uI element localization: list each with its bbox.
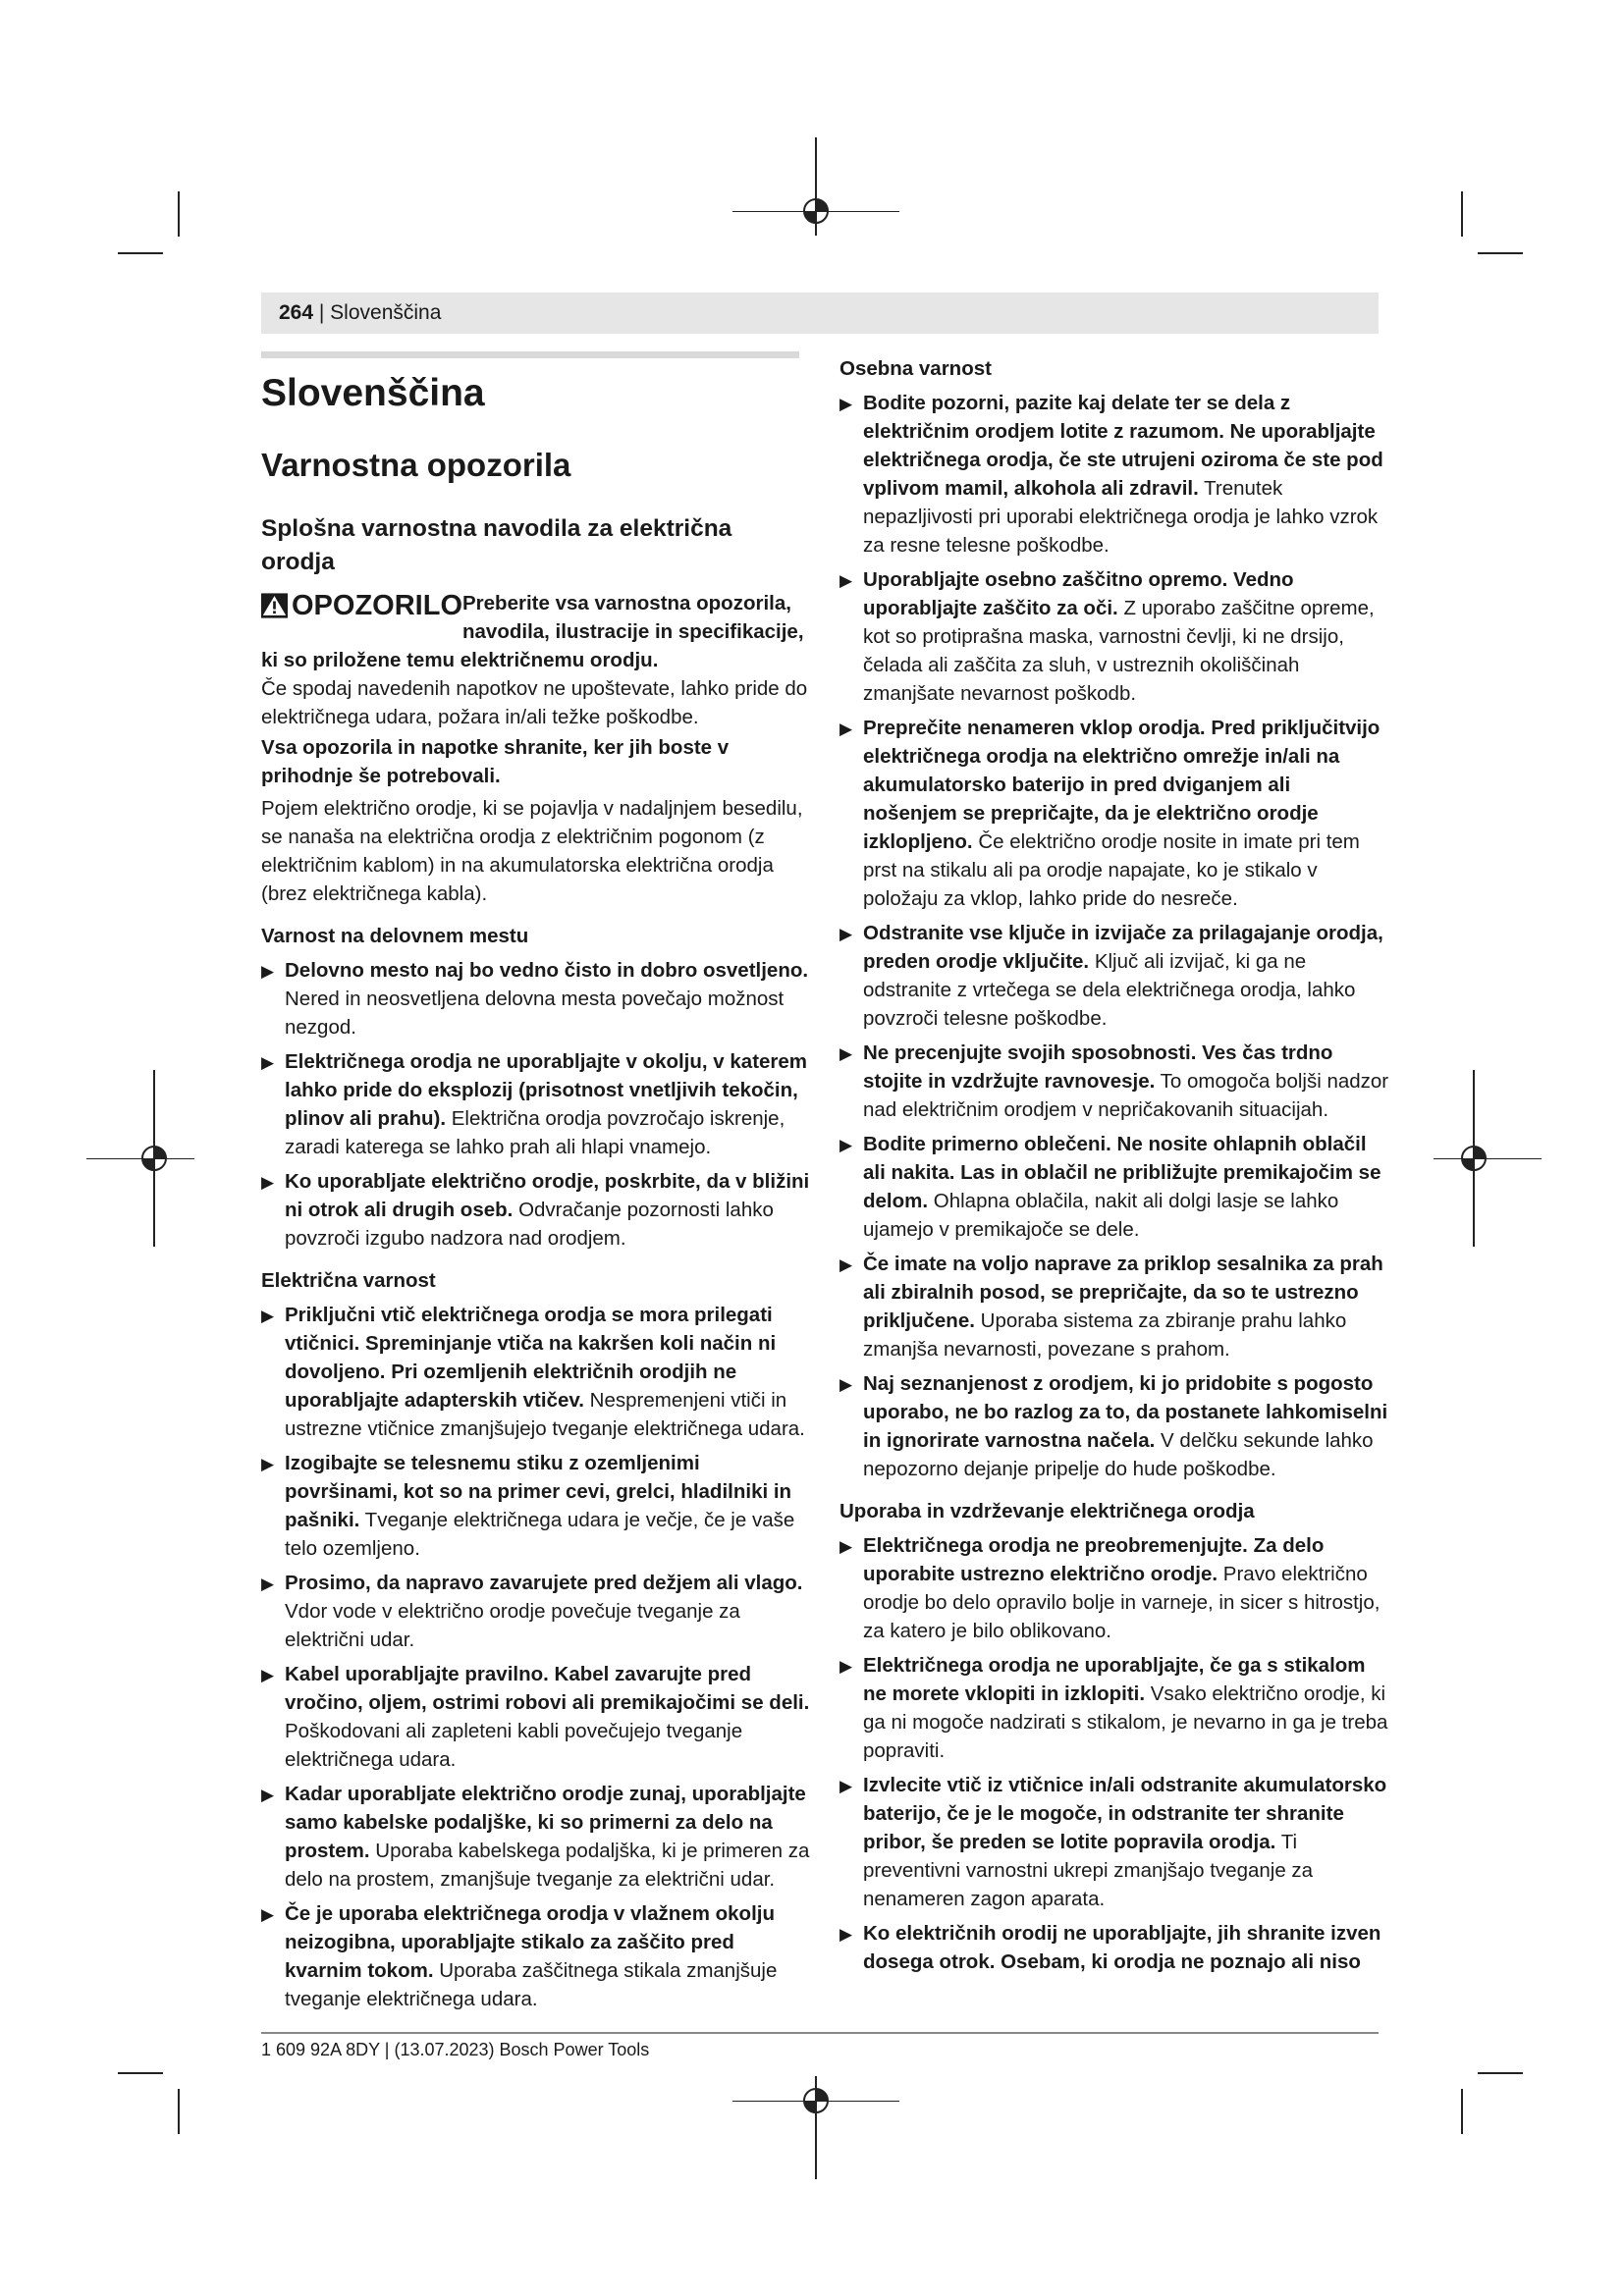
list-item: [261, 1660, 811, 1774]
list-item: [839, 1250, 1389, 1363]
footer-text: 1 609 92A 8DY | (13.07.2023) Bosch Power Tools: [261, 2040, 650, 2059]
bullet-arrow-icon: ▶: [839, 1777, 853, 1795]
bullet-arrow-icon: ▶: [261, 1786, 275, 1804]
registration-target-icon: [799, 2084, 833, 2117]
bullet-arrow-icon: ▶: [261, 1666, 275, 1684]
definition-text: Pojem električno orodje, ki se pojavlja v nadaljnjem besedilu, se nanaša na električna orodja z električnim pogonom (z električnim kablom) in na akumulatorska električna orodja (brez električnega kabla).: [261, 797, 803, 905]
bullet-arrow-icon: ▶: [839, 571, 853, 590]
item-text: Vdor vode v električno orodje povečuje tveganje za električni udar.: [285, 1600, 740, 1651]
item-text: Odvračanje pozornosti lahko povzroči izgubo nadzora nad orodjem.: [285, 1199, 774, 1250]
item-text: V delčku sekunde lahko nepozorno dejanje pripelje do hude poškodbe.: [863, 1429, 1374, 1480]
item-text: Uporaba kabelskega podaljška, ki je primeren za delo na prostem, zmanjšuje tveganje za električni udar.: [285, 1840, 810, 1891]
item-text: Ključ ali izvijač, ki ga ne odstranite z vrtečega se dela električnega orodja, lahko povzroči telesne poškodbe.: [863, 950, 1356, 1030]
crop-mark: [178, 191, 180, 237]
item-lead: Priključni vtič električnega orodja se mora prilegati vtičnici. Spreminjanje vtiča na kakršen koli način ni dovoljeno. Pri ozemljenih električnih orodjih ne uporabljajte adapterskih vtičev.: [285, 1304, 777, 1412]
page-number: 264: [279, 301, 314, 324]
item-lead: Izogibajte se telesnemu stiku z ozemljenimi površinami, kot so na primer cevi, grelci, hladilniki in pašniki.: [285, 1452, 792, 1531]
bullet-arrow-icon: ▶: [261, 1173, 275, 1192]
item-lead: Električnega orodja ne preobremenjujte. Za delo uporabite ustrezno električno orodje.: [863, 1534, 1325, 1585]
list-item: [261, 1780, 811, 1894]
registration-mark-left: [86, 1070, 194, 1247]
bullet-arrow-icon: ▶: [839, 925, 853, 943]
item-lead: Bodite primerno oblečeni. Ne nosite ohlapnih oblačil ali nakita. Las in oblačil ne približujte premikajočim se delom.: [863, 1133, 1381, 1212]
registration-target-icon: [799, 194, 833, 228]
bullet-arrow-icon: ▶: [839, 1537, 853, 1556]
item-text: To omogoča boljši nadzor nad električnim orodjem v nepričakovanih situacijah.: [863, 1070, 1389, 1121]
bullet-arrow-icon: ▶: [839, 1255, 853, 1274]
bullet-arrow-icon: ▶: [261, 1455, 275, 1473]
bullet-arrow-icon: ▶: [261, 1575, 275, 1593]
list-item: [839, 389, 1389, 560]
list-item: [261, 1449, 811, 1563]
list-item: [839, 1919, 1389, 1976]
item-lead: Ko uporabljate električno orodje, poskrbite, da v bližini ni otrok ali drugih oseb.: [285, 1170, 810, 1221]
item-text: Uporaba zaščitnega stikala zmanjšuje tveganje električnega udara.: [285, 1959, 778, 2010]
list-item: [839, 1651, 1389, 1765]
section-title: Uporaba in vzdrževanje električnega orodja: [839, 1500, 1255, 1522]
list-item: [839, 1130, 1389, 1244]
item-text: Vsako električno orodje, ki ga ni mogoče nadzirati s stikalom, je nevarno in ga je treba popraviti.: [863, 1682, 1388, 1762]
list-item: [261, 1569, 811, 1654]
item-text: Nespremenjeni vtiči in ustrezne vtičnice zmanjšujejo tveganje električnega udara.: [285, 1389, 805, 1440]
list-item: [839, 1039, 1389, 1124]
bullet-arrow-icon: ▶: [261, 1905, 275, 1924]
item-lead: Uporabljajte osebno zaščitno opremo. Vedno uporabljajte zaščito za oči.: [863, 568, 1294, 619]
section-heading: Varnostna opozorila: [261, 447, 571, 483]
crop-mark: [118, 252, 163, 254]
registration-mark-bottom: [732, 2076, 899, 2179]
section-title: Varnost na delovnem mestu: [261, 925, 529, 947]
list-item: [261, 1167, 811, 1253]
bullet-arrow-icon: ▶: [839, 1925, 853, 1944]
item-text: Z uporabo zaščitne opreme, kot so protiprašna maska, varnostni čevlji, ki ne drsijo, čelada ali zaščita za sluh, v ustreznih okoliščinah zmanjšate nevarnost poškodb.: [863, 597, 1375, 705]
warning-triangle-icon: [261, 592, 288, 619]
list-item: [261, 956, 811, 1041]
warning-lead: Preberite vsa varnostna opozorila, navodila, ilustracije in specifikacije, ki so priložene temu električnemu orodju.: [261, 592, 804, 671]
registration-mark-top: [732, 137, 899, 236]
item-lead: Če imate na voljo naprave za priklop sesalnika za prah ali zbiralnih posod, se prepričajte, da so te ustrezno priključene.: [863, 1253, 1383, 1332]
list-item: [261, 1047, 811, 1161]
item-lead: Če je uporaba električnega orodja v vlažnem okolju neizogibna, uporabljajte stikalo za zaščito pred kvarnim tokom.: [285, 1902, 775, 1982]
item-text: Električna orodja povzročajo iskrenje, zaradi katerega se lahko prah ali hlapi vnamejo.: [285, 1107, 785, 1158]
item-lead: Bodite pozorni, pazite kaj delate ter se dela z električnim orodjem lotite z razumom. Ne uporabljajte električnega orodja, če ste utrujeni oziroma če ste pod vplivom mamil, alkohola ali zdravil.: [863, 392, 1383, 500]
item-text: Pravo električno orodje bo delo opravilo bolje in varneje, in sicer s hitrostjo, za katero je bilo oblikovano.: [863, 1563, 1380, 1642]
item-text: Tveganje električnega udara je večje, če je vaše telo ozemljeno.: [285, 1509, 795, 1560]
crop-mark: [1478, 2072, 1523, 2074]
bullet-arrow-icon: ▶: [261, 1307, 275, 1325]
item-lead: Ko električnih orodij ne uporabljajte, jih shranite izven dosega otrok. Osebam, ki orodja ne poznajo ali niso: [863, 1922, 1381, 1973]
crop-mark: [1461, 191, 1463, 237]
bullet-arrow-icon: ▶: [839, 1375, 853, 1394]
left-sections: [261, 922, 811, 2013]
warning-label-box: [261, 589, 462, 622]
warning-label: OPOZORILO: [292, 589, 462, 621]
bullet-arrow-icon: ▶: [261, 1053, 275, 1072]
list-item: [839, 714, 1389, 913]
item-text: Trenutek nepazljivosti pri uporabi električnega orodja je lahko vzrok za resne telesne poškodbe.: [863, 477, 1379, 557]
item-lead: Električnega orodja ne uporabljajte v okolju, v katerem lahko pride do eksplozij (prisotnost vnetljivih tekočin, plinov ali prahu).: [285, 1050, 808, 1130]
bullet-arrow-icon: ▶: [839, 720, 853, 738]
header-language: Slovenščina: [330, 301, 442, 324]
section-title: Električna varnost: [261, 1269, 436, 1292]
item-text: Ohlapna oblačila, nakit ali dolgi lasje se lahko ujamejo v premikajoče se dele.: [863, 1190, 1339, 1241]
registration-mark-right: [1434, 1070, 1542, 1247]
crop-mark: [178, 2089, 180, 2134]
bullet-arrow-icon: ▶: [261, 962, 275, 981]
warning-text: Če spodaj navedenih napotkov ne upoštevate, lahko pride do električnega udara, požara in/ali težke poškodbe.: [261, 677, 808, 728]
registration-target-icon: [137, 1142, 171, 1175]
item-lead: Preprečite nenameren vklop orodja. Pred priključitvijo električnega orodja na električno omrežje in/ali na akumulatorsko baterijo in pred dviganjem ali nošenjem se prepričajte, da je električno orodje izklopljeno.: [863, 717, 1380, 853]
item-lead: Naj seznanjenost z orodjem, ki jo pridobite s pogosto uporabo, ne bo razlog za to, da postanete lahkomiselni in ignorirate varnostna načela.: [863, 1372, 1388, 1452]
list-item: [261, 1301, 811, 1443]
item-text: Ti preventivni varnostni ukrepi zmanjšajo tveganje za nenameren zagon aparata.: [863, 1831, 1314, 1910]
footer-rule: [261, 2032, 1379, 2034]
item-text: Nered in neosvetljena delovna mesta povečajo možnost nezgod.: [285, 988, 785, 1039]
registration-target-icon: [1457, 1142, 1490, 1175]
left-column: [261, 353, 811, 2013]
crop-mark: [1478, 252, 1523, 254]
header-separator: |: [313, 301, 331, 324]
bullet-arrow-icon: ▶: [839, 1136, 853, 1154]
item-text: Če električno orodje nosite in imate pri tem prst na stikalu ali pa orodje napajate, ko je stikalo v položaju za vklop, lahko pride do nesreče.: [863, 830, 1360, 910]
list-item: [261, 1899, 811, 2013]
list-item: [839, 1531, 1389, 1645]
item-text: Uporaba sistema za zbiranje prahu lahko zmanjša nevarnosti, povezane s prahom.: [863, 1309, 1347, 1361]
page-header: [261, 293, 1379, 334]
warning-block: [261, 589, 811, 731]
crop-mark: [118, 2072, 163, 2074]
item-text: Poškodovani ali zapleteni kabli povečujejo tveganje električnega udara.: [285, 1720, 743, 1771]
section-title: Osebna varnost: [839, 357, 992, 380]
item-lead: Ne precenjujte svojih sposobnosti. Ves čas trdno stojite in vzdržujte ravnovesje.: [863, 1041, 1333, 1093]
item-lead: Izvlecite vtič iz vtičnice in/ali odstranite akumulatorsko baterijo, če je le mogoče, in odstranite ter shranite pribor, še preden se lotite popravila orodja.: [863, 1774, 1387, 1853]
item-lead: Kabel uporabljajte pravilno. Kabel zavarujte pred vročino, oljem, ostrimi robovi ali premikajočimi se deli.: [285, 1663, 810, 1714]
page-title: Slovenščina: [261, 372, 485, 414]
item-lead: Delovno mesto naj bo vedno čisto in dobro osvetljeno.: [285, 959, 809, 982]
bullet-arrow-icon: ▶: [839, 395, 853, 413]
list-item: [839, 1771, 1389, 1913]
right-column: [839, 354, 1389, 1976]
list-item: [839, 1369, 1389, 1483]
right-sections: [839, 354, 1389, 1976]
item-lead: Prosimo, da napravo zavarujete pred dežjem ali vlago.: [285, 1572, 803, 1594]
item-lead: Odstranite vse ključe in izvijače za prilagajanje orodja, preden orodje vključite.: [863, 922, 1383, 973]
item-lead: Kadar uporabljate električno orodje zunaj, uporabljajte samo kabelske podaljške, ki so primerni za delo na prostem.: [285, 1783, 806, 1862]
bullet-arrow-icon: ▶: [839, 1044, 853, 1063]
list-item: [839, 565, 1389, 708]
subsection-heading: Splošna varnostna navodila za električna orodja: [261, 515, 732, 575]
keep-instructions: Vsa opozorila in napotke shranite, ker jih boste v prihodnje še potrebovali.: [261, 736, 730, 787]
bullet-arrow-icon: ▶: [839, 1657, 853, 1676]
crop-mark: [1461, 2089, 1463, 2134]
list-item: [839, 919, 1389, 1033]
item-lead: Električnega orodja ne uporabljajte, če ga s stikalom ne morete vklopiti in izklopiti.: [863, 1654, 1366, 1705]
